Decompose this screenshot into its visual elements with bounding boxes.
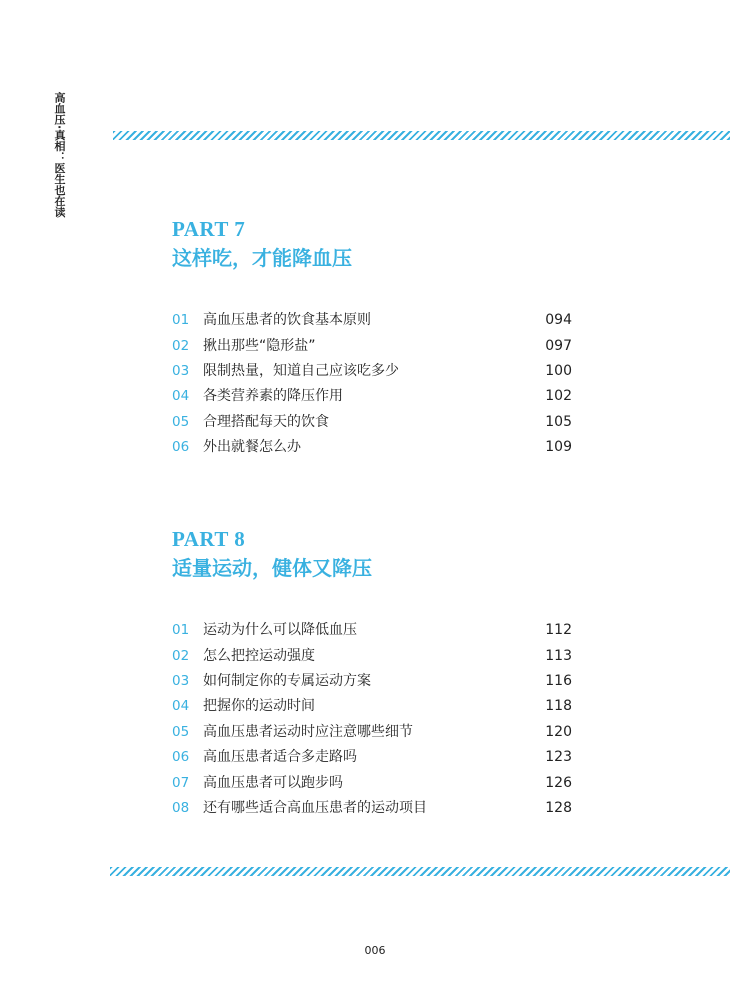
toc-entry-number: 01	[172, 622, 190, 639]
toc-entry[interactable]	[172, 308, 572, 333]
toc-entry-page: 100	[545, 362, 572, 379]
running-header: 高血压·真相：医生也在读	[53, 92, 66, 218]
toc-entry[interactable]	[172, 643, 572, 668]
part-7-title: 这样吃，才能降血压	[172, 246, 352, 270]
toc-entry[interactable]	[172, 333, 572, 358]
toc-entry[interactable]	[172, 745, 572, 770]
toc-entry-page: 128	[545, 799, 572, 816]
toc-entry-number: 06	[172, 439, 190, 456]
toc-entry-number: 07	[172, 774, 190, 791]
toc-entry-page: 126	[545, 774, 572, 791]
toc-entry-page: 109	[545, 439, 572, 456]
toc-entry-title: 运动为什么可以降低血压	[203, 622, 357, 639]
toc-entry-title: 把握你的运动时间	[203, 698, 315, 715]
toc-entry-page: 094	[545, 312, 572, 329]
part-8-label: PART 8	[172, 527, 246, 551]
toc-entry[interactable]	[172, 720, 572, 745]
toc-entry-title: 高血压患者的饮食基本原则	[203, 312, 371, 329]
toc-entry-title: 揪出那些“隐形盐”	[203, 337, 316, 354]
toc-entry-title: 高血压患者适合多走路吗	[203, 749, 357, 766]
toc-entry[interactable]	[172, 796, 572, 821]
toc-entry[interactable]	[172, 618, 572, 643]
toc-entry[interactable]	[172, 694, 572, 719]
part-8-section	[172, 526, 572, 821]
toc-entry[interactable]	[172, 410, 572, 435]
part-7-toc	[172, 308, 572, 460]
toc-entry-number: 02	[172, 647, 190, 664]
toc-entry-title: 合理搭配每天的饮食	[203, 413, 329, 430]
toc-entry-title: 限制热量，知道自己应该吃多少	[203, 362, 399, 379]
part-7-section	[172, 216, 572, 460]
part-7-label: PART 7	[172, 217, 246, 241]
bottom-stripe-divider	[110, 867, 730, 876]
page-number: 006	[364, 944, 386, 957]
toc-entry-title: 怎么把控运动强度	[203, 647, 315, 664]
toc-entry-title: 高血压患者运动时应注意哪些细节	[203, 723, 413, 740]
toc-entry-title: 如何制定你的专属运动方案	[203, 672, 371, 689]
toc-entry-page: 120	[545, 723, 572, 740]
toc-entry-page: 112	[545, 622, 572, 639]
toc-entry[interactable]	[172, 770, 572, 795]
toc-entry-page: 102	[545, 388, 572, 405]
toc-entry[interactable]	[172, 435, 572, 460]
toc-entry-number: 01	[172, 312, 190, 329]
toc-entry-title: 外出就餐怎么办	[203, 439, 301, 456]
toc-entry-number: 03	[172, 362, 190, 379]
toc-entry-page: 118	[545, 698, 572, 715]
toc-entry-page: 116	[545, 672, 572, 689]
toc-entry[interactable]	[172, 669, 572, 694]
toc-entry-page: 105	[545, 413, 572, 430]
toc-entry[interactable]	[172, 359, 572, 384]
toc-entry-title: 各类营养素的降压作用	[203, 388, 343, 405]
toc-entry-number: 02	[172, 337, 190, 354]
toc-entry-number: 06	[172, 749, 190, 766]
toc-entry-number: 03	[172, 672, 190, 689]
toc-entry-title: 高血压患者可以跑步吗	[203, 774, 343, 791]
toc-entry-number: 04	[172, 388, 190, 405]
part-8-title: 适量运动，健体又降压	[172, 556, 372, 580]
toc-entry[interactable]	[172, 384, 572, 409]
part-8-toc	[172, 618, 572, 821]
toc-entry-title: 还有哪些适合高血压患者的运动项目	[203, 799, 427, 816]
toc-entry-number: 08	[172, 799, 190, 816]
top-stripe-divider	[113, 131, 730, 140]
toc-entry-page: 123	[545, 749, 572, 766]
toc-entry-page: 097	[545, 337, 572, 354]
toc-entry-page: 113	[545, 647, 572, 664]
toc-entry-number: 04	[172, 698, 190, 715]
toc-entry-number: 05	[172, 723, 190, 740]
toc-entry-number: 05	[172, 413, 190, 430]
